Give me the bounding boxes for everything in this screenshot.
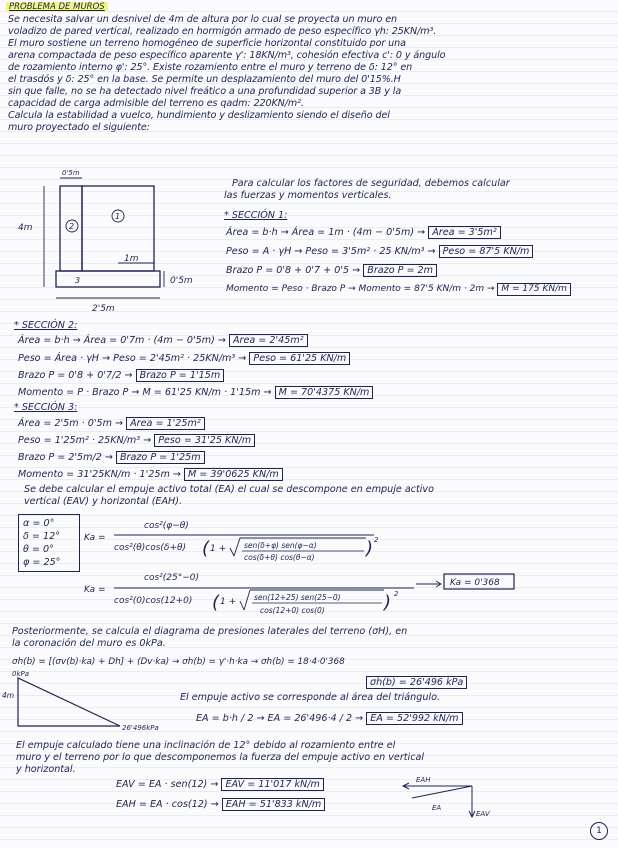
s2-peso-result: Peso = 61'25 KN/m [249,352,350,365]
s2-area: Área = b·h → Área = 0'7m · (4m − 0'5m) → [18,335,226,346]
dim-top-width: 0'5m [62,169,80,177]
post-text: la coronación del muro es 0kPa. [12,638,166,649]
s1-area-row [226,226,501,239]
intro-line: capacidad de carga admisible del terreno es qadm: 220KN/m². [8,98,304,109]
final-text: muro y el terreno por lo que descomponemos la fuerza del empuje activo en vertical [16,752,425,763]
s2-area-result: Área = 2'45m² [229,334,308,347]
ka-num-1: cos²(φ−θ) [144,521,189,531]
vec-ea-label: EA [432,804,442,812]
eah-row [116,798,325,811]
tri-top-label: 0kPa [12,670,30,678]
s3-brazo-result: Brazo P = 1'25m [116,451,205,464]
sigma-formula: σh(b) = [(σv(b)·ka) + Dh] + (Dv·ka) → σh(b) = γ'·h·ka → σh(b) = 18·4·0'368 [12,657,345,667]
params-box [18,514,80,572]
s1-area: Área = b·h → Área = 1m · (4m − 0'5m) → [226,227,426,238]
post-text: Posteriormente, se calcula el diagrama de presiones laterales del terreno (σH), en [12,626,408,637]
intro-line: muro proyectado el siguiente: [8,122,150,133]
s2-momento-row [18,386,373,399]
s1-brazo-result: Brazo P = 2m [363,264,437,277]
final-text: El empuje calculado tiene una inclinación de 12° debido al rozamiento entre el [16,740,396,751]
s2-area-row [18,334,308,347]
empuje-text: vertical (EAV) y horizontal (EAH). [24,496,183,507]
ea-row [196,712,463,725]
page-number: 1 [590,822,608,840]
s3-peso-result: Peso = 31'25 KN/m [154,434,255,447]
ka-rad-num-1: sen(δ+φ) sen(φ−α) [244,541,317,550]
s1-area-result: Área = 3'5m² [428,226,500,239]
ka-one-2: 1 + [220,597,237,607]
s2-brazo-row [18,369,224,382]
ea-formula: EA = b·h / 2 → EA = 26'496·4 / 2 → [196,713,364,724]
s3-peso: Peso = 1'25m² · 25KN/m³ → [18,435,152,446]
s1-peso-result: Peso = 87'5 KN/m [439,245,534,258]
ka-rad-num-2: sen(12+25) sen(25−0) [254,593,341,602]
intro-line: Se necesita salvar un desnivel de 4m de altura por lo cual se proyecta un muro en [8,14,398,25]
s1-momento: Momento = Peso · Brazo P → Momento = 87'5 KN/m · 2m → [226,284,495,294]
eav-result: EAV = 11'017 kN/m [221,778,323,791]
eah-formula: EAH = EA · cos(12) → [116,799,219,810]
s3-momento-row [18,468,283,481]
ea-result: EA = 52'992 kN/m [366,712,462,725]
intro-line: Calcula la estabilidad a vuelco, hundimiento y deslizamiento siendo el diseño del [8,110,390,121]
ka-rad-den-2: cos(12+0) cos(0) [260,606,325,615]
s1-brazo: Brazo P = 0'8 + 0'7 + 0'5 → [226,265,361,276]
intro-line: El muro sostiene un terreno homogéneo de superficie horizontal constituido por una [8,38,406,49]
intro-line: arena compactada de peso específico aparente γ': 18KN/m³, cohesión efectiva c': 0 y ángulo [8,50,446,61]
s3-peso-row [18,434,255,447]
s2-momento-result: M = 70'4375 KN/m [275,386,374,399]
param-delta: δ = 12° [23,531,61,542]
intro-line: voladizo de pared vertical, realizado en hormigón armado de peso específico γh: 25KN/m³. [8,26,437,37]
s2-momento: Momento = P · Brazo P → M = 61'25 KN/m · 1'15m → [18,387,272,398]
dim-height: 4m [18,223,33,233]
tri-side-label: 4m [2,691,15,700]
s3-momento-result: M = 39'0625 KN/m [184,468,283,481]
s3-area-row [18,417,205,430]
s3-area: Área = 2'5m · 0'5m → [18,418,124,429]
s2-peso: Peso = Área · γH → Peso = 2'45m² · 25KN/m³ → [18,353,247,364]
vec-eav-label: EAV [476,810,490,818]
ka-square-2: 2 [394,590,399,598]
s3-brazo: Brazo P = 2'5m/2 → [18,452,113,463]
pressure-triangle [2,668,172,736]
ka-square-1: 2 [374,536,379,544]
ka-rad-den-1: cos(δ+θ) cos(θ−α) [244,553,315,562]
paren-left: ( [202,538,210,559]
paren-right: ) [384,592,392,613]
s2-brazo: Brazo P = 0'8 + 0'7/2 → [18,370,133,381]
paren-left: ( [212,592,220,613]
s3-momento: Momento = 31'25KN/m · 1'25m → [18,469,181,480]
section-1-heading: * SECCIÓN 1: [224,210,288,221]
s1-momento-row [226,283,571,296]
intro-line: de rozamiento interno φ': 25°. Existe rozamiento entre el muro y terreno de δ: 12° en [8,62,413,73]
dim-base-width: 2'5m [92,304,115,314]
force-vectors [392,776,502,826]
s3-area-result: Área = 1'25m² [126,417,205,430]
empuje-text: Se debe calcular el empuje activo total (EA) el cual se descompone en empuje activo [24,484,434,495]
ka-formulas [84,518,614,618]
s1-momento-result: M = 175 KN/m [497,283,571,296]
zone-3-label: 3 [75,276,81,285]
sigma-result: σh(b) = 26'496 kPa [366,676,467,689]
ka-den-1: cos²(θ)cos(δ+θ) [114,543,186,553]
param-phi: φ = 25° [23,557,61,568]
vec-eah-label: EAH [416,776,431,784]
eav-row [116,778,324,791]
tri-bottom-label: 26'496kPa [122,724,159,732]
eav-formula: EAV = EA · sen(12) → [116,779,219,790]
right-text: Para calcular los factores de seguridad, debemos calcular [232,178,510,189]
ka-label-2: Ka = [84,585,106,595]
s1-brazo-row [226,264,437,277]
intro-line: el trasdós y δ: 25° en la base. Se permite un desplazamiento del muro del 0'15%.H [8,74,401,85]
paren-right: ) [366,538,374,559]
s3-brazo-row [18,451,205,464]
param-alpha: α = 0° [23,518,55,529]
s1-peso: Peso = A · γH → Peso = 3'5m² · 25 KN/m³ → [226,246,436,257]
wall-diagram [0,166,230,316]
dim-base-thickness: 0'5m [170,276,193,286]
ea-text: El empuje activo se corresponde al área del triángulo. [180,692,440,703]
s1-peso-row [226,245,533,258]
ka-den-2: cos²(0)cos(12+0) [114,596,193,606]
s2-brazo-result: Brazo P = 1'15m [136,369,225,382]
page-title: PROBLEMA DE MUROS [6,2,108,12]
ka-one-1: 1 + [210,544,227,554]
ka-result: Ka = 0'368 [450,578,500,588]
param-theta: θ = 0° [23,544,54,555]
zone-1-label: 1 [115,212,121,221]
section-2-heading: * SECCIÓN 2: [14,320,78,331]
s2-peso-row [18,352,350,365]
ka-label-1: Ka = [84,533,106,543]
eah-result: EAH = 51'833 kN/m [222,798,326,811]
ka-num-2: cos²(25°−0) [144,573,199,583]
right-text: las fuerzas y momentos verticales. [224,190,392,201]
zone-2-label: 2 [69,222,75,231]
section-3-heading: * SECCIÓN 3: [14,402,78,413]
dim-heel: 1m [124,254,139,264]
intro-line: sin que falle, no se ha detectado nivel freático a una profundidad superior a 3B y la [8,86,402,97]
final-text: y horizontal. [16,764,76,775]
